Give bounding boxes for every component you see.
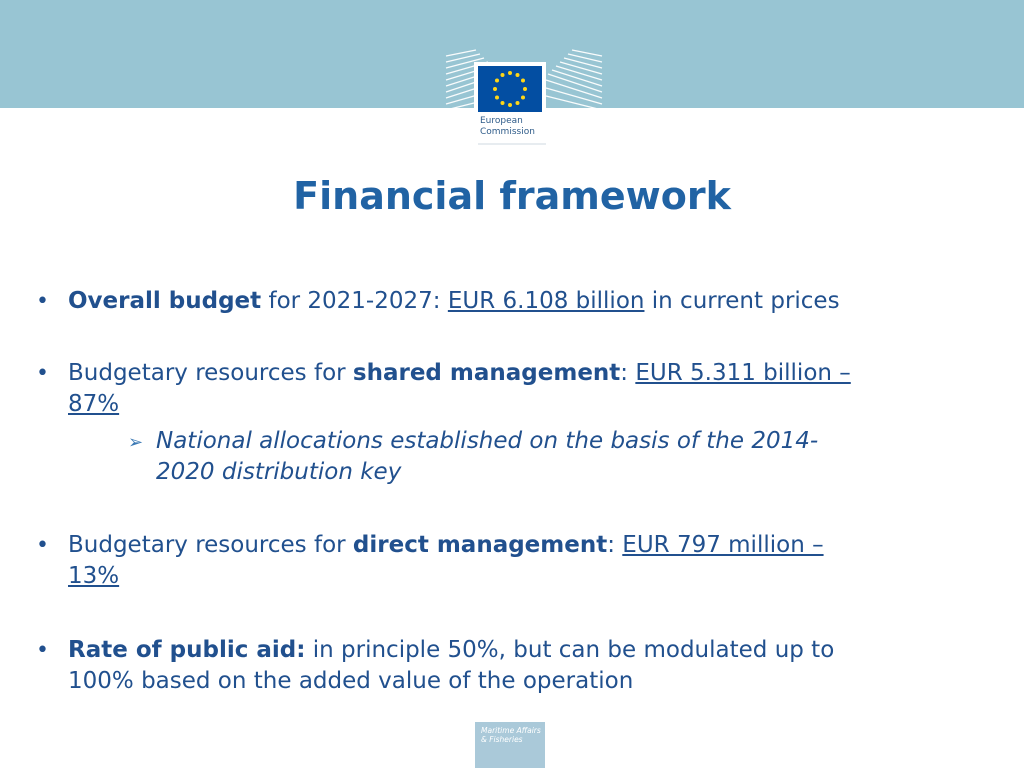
bullet-text: in principle 50%, but can be modulated up to <box>305 637 835 663</box>
bullet-text: : <box>607 532 623 558</box>
bullet-text: 100% based on the added value of the operation <box>68 668 634 694</box>
bullet-text: Budgetary resources for <box>68 532 353 558</box>
bullet-dot: • <box>36 289 49 314</box>
bullet-text: for 2021-2027: <box>261 288 448 314</box>
bullet-dot: • <box>36 638 49 663</box>
sub-bullet-text: National allocations established on the basis of the 2014- <box>156 428 819 454</box>
bullet-bold-label: shared management <box>352 360 621 386</box>
budget-link[interactable]: EUR 6.108 billion <box>447 288 645 314</box>
direct-management-percent-link[interactable]: 13% <box>68 563 120 589</box>
page-title: Financial framework <box>293 174 731 218</box>
shared-management-link[interactable]: EUR 5.311 billion – <box>635 360 851 386</box>
bullet-bold-label: Rate of public aid: <box>68 637 306 663</box>
bullet-bold-label: direct management <box>352 532 608 558</box>
shared-management-percent-link[interactable]: 87% <box>68 391 120 417</box>
bullet-text: in current prices <box>644 288 840 314</box>
organization-name: European Commission <box>480 116 535 137</box>
footer-dg-label: Maritime Affairs & Fisheries <box>481 726 541 744</box>
bullet-text: : <box>620 360 636 386</box>
bullet-text: Budgetary resources for <box>68 360 353 386</box>
arrow-bullet-icon: ➢ <box>128 432 144 453</box>
bullet-bold-label: Overall budget <box>68 288 262 314</box>
direct-management-link[interactable]: EUR 797 million – <box>622 532 824 558</box>
sub-bullet-text: 2020 distribution key <box>156 459 402 485</box>
bullet-dot: • <box>36 361 49 386</box>
bullet-dot: • <box>36 533 49 558</box>
footer-dg-badge <box>475 722 545 768</box>
